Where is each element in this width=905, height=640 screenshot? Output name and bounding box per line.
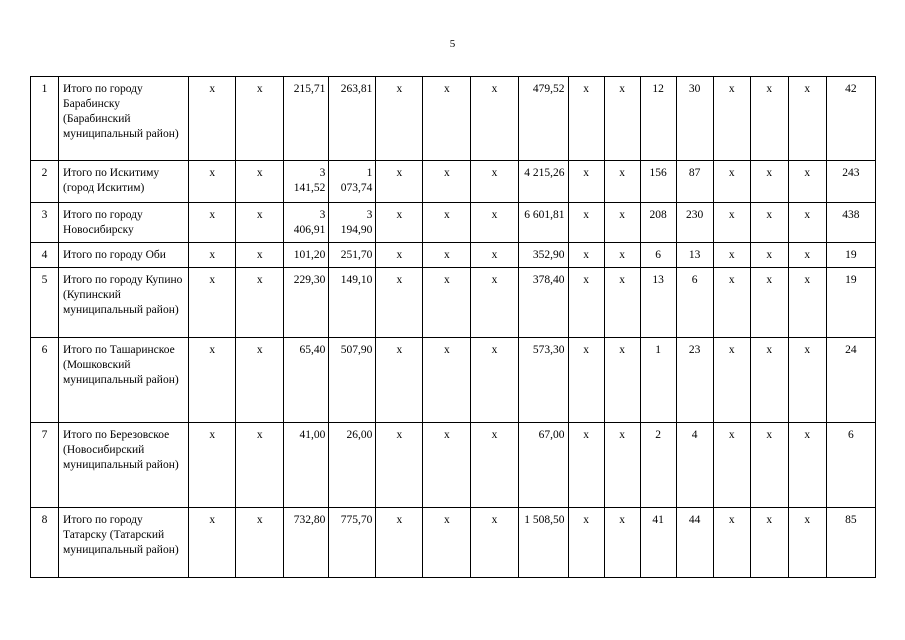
value-cell-c16: 42 bbox=[826, 77, 875, 161]
value-cell-c14: x bbox=[750, 508, 788, 578]
value-cell-c16: 6 bbox=[826, 423, 875, 508]
value-cell-c15: x bbox=[788, 203, 826, 243]
value-cell-c5: x bbox=[376, 508, 423, 578]
value-cell-c15: x bbox=[788, 243, 826, 268]
value-cell-c3: 65,40 bbox=[284, 338, 329, 423]
value-cell-c12: 23 bbox=[676, 338, 713, 423]
value-cell-c9: x bbox=[568, 268, 604, 338]
value-cell-c15: x bbox=[788, 508, 826, 578]
value-cell-c9: x bbox=[568, 203, 604, 243]
value-cell-c16: 19 bbox=[826, 268, 875, 338]
value-cell-c12: 87 bbox=[676, 161, 713, 203]
value-cell-c9: x bbox=[568, 77, 604, 161]
value-cell-c7: x bbox=[471, 161, 518, 203]
value-cell-c3: 3 141,52 bbox=[284, 161, 329, 203]
value-cell-c11: 208 bbox=[640, 203, 676, 243]
value-cell-c7: x bbox=[471, 77, 518, 161]
value-cell-c2: x bbox=[236, 338, 284, 423]
value-cell-c12: 30 bbox=[676, 77, 713, 161]
value-cell-c1: x bbox=[189, 77, 236, 161]
row-number-cell: 7 bbox=[31, 423, 59, 508]
value-cell-c14: x bbox=[750, 161, 788, 203]
row-name-cell: Итого по городу Барабинску (Барабинский муниципальный район) bbox=[59, 77, 189, 161]
value-cell-c8: 6 601,81 bbox=[518, 203, 568, 243]
row-number-cell: 3 bbox=[31, 203, 59, 243]
value-cell-c9: x bbox=[568, 243, 604, 268]
value-cell-c6: x bbox=[423, 338, 471, 423]
value-cell-c3: 3 406,91 bbox=[284, 203, 329, 243]
value-cell-c5: x bbox=[376, 161, 423, 203]
value-cell-c13: x bbox=[713, 203, 750, 243]
value-cell-c16: 85 bbox=[826, 508, 875, 578]
value-cell-c7: x bbox=[471, 268, 518, 338]
value-cell-c4: 1 073,74 bbox=[329, 161, 376, 203]
value-cell-c1: x bbox=[189, 268, 236, 338]
value-cell-c10: x bbox=[604, 268, 640, 338]
value-cell-c5: x bbox=[376, 77, 423, 161]
value-cell-c13: x bbox=[713, 243, 750, 268]
value-cell-c11: 41 bbox=[640, 508, 676, 578]
value-cell-c12: 6 bbox=[676, 268, 713, 338]
value-cell-c2: x bbox=[236, 508, 284, 578]
value-cell-c15: x bbox=[788, 161, 826, 203]
value-cell-c11: 13 bbox=[640, 268, 676, 338]
value-cell-c2: x bbox=[236, 203, 284, 243]
value-cell-c9: x bbox=[568, 508, 604, 578]
value-cell-c5: x bbox=[376, 268, 423, 338]
value-cell-c6: x bbox=[423, 203, 471, 243]
value-cell-c12: 4 bbox=[676, 423, 713, 508]
value-cell-c14: x bbox=[750, 243, 788, 268]
value-cell-c15: x bbox=[788, 268, 826, 338]
row-name-cell: Итого по городу Татарску (Татарский муниципальный район) bbox=[59, 508, 189, 578]
value-cell-c10: x bbox=[604, 508, 640, 578]
row-name-cell: Итого по городу Новосибирску bbox=[59, 203, 189, 243]
table-row bbox=[31, 243, 876, 268]
row-number-cell: 6 bbox=[31, 338, 59, 423]
value-cell-c5: x bbox=[376, 243, 423, 268]
report-table bbox=[30, 76, 876, 578]
value-cell-c12: 13 bbox=[676, 243, 713, 268]
value-cell-c11: 1 bbox=[640, 338, 676, 423]
value-cell-c10: x bbox=[604, 161, 640, 203]
value-cell-c2: x bbox=[236, 77, 284, 161]
value-cell-c2: x bbox=[236, 423, 284, 508]
value-cell-c15: x bbox=[788, 77, 826, 161]
value-cell-c11: 156 bbox=[640, 161, 676, 203]
value-cell-c2: x bbox=[236, 243, 284, 268]
value-cell-c8: 479,52 bbox=[518, 77, 568, 161]
row-name-cell: Итого по Березовское (Новосибирский муниципальный район) bbox=[59, 423, 189, 508]
value-cell-c6: x bbox=[423, 243, 471, 268]
value-cell-c6: x bbox=[423, 77, 471, 161]
table-body bbox=[31, 77, 876, 578]
value-cell-c4: 26,00 bbox=[329, 423, 376, 508]
page-number: 5 bbox=[449, 38, 456, 50]
value-cell-c13: x bbox=[713, 338, 750, 423]
value-cell-c4: 149,10 bbox=[329, 268, 376, 338]
value-cell-c5: x bbox=[376, 423, 423, 508]
value-cell-c1: x bbox=[189, 203, 236, 243]
value-cell-c1: x bbox=[189, 243, 236, 268]
value-cell-c14: x bbox=[750, 423, 788, 508]
value-cell-c10: x bbox=[604, 338, 640, 423]
value-cell-c8: 1 508,50 bbox=[518, 508, 568, 578]
value-cell-c14: x bbox=[750, 268, 788, 338]
value-cell-c10: x bbox=[604, 423, 640, 508]
value-cell-c14: x bbox=[750, 338, 788, 423]
value-cell-c16: 438 bbox=[826, 203, 875, 243]
value-cell-c7: x bbox=[471, 423, 518, 508]
value-cell-c1: x bbox=[189, 161, 236, 203]
value-cell-c15: x bbox=[788, 338, 826, 423]
value-cell-c11: 6 bbox=[640, 243, 676, 268]
value-cell-c11: 2 bbox=[640, 423, 676, 508]
value-cell-c6: x bbox=[423, 423, 471, 508]
value-cell-c1: x bbox=[189, 338, 236, 423]
value-cell-c9: x bbox=[568, 423, 604, 508]
value-cell-c13: x bbox=[713, 423, 750, 508]
value-cell-c4: 507,90 bbox=[329, 338, 376, 423]
value-cell-c6: x bbox=[423, 161, 471, 203]
value-cell-c7: x bbox=[471, 243, 518, 268]
row-name-cell: Итого по Ташаринское (Мошковский муниципальный район) bbox=[59, 338, 189, 423]
value-cell-c4: 775,70 bbox=[329, 508, 376, 578]
row-number-cell: 2 bbox=[31, 161, 59, 203]
value-cell-c16: 19 bbox=[826, 243, 875, 268]
value-cell-c1: x bbox=[189, 423, 236, 508]
row-name-cell: Итого по Искитиму (город Искитим) bbox=[59, 161, 189, 203]
table-row bbox=[31, 508, 876, 578]
value-cell-c13: x bbox=[713, 77, 750, 161]
value-cell-c8: 378,40 bbox=[518, 268, 568, 338]
value-cell-c10: x bbox=[604, 243, 640, 268]
value-cell-c5: x bbox=[376, 338, 423, 423]
value-cell-c7: x bbox=[471, 508, 518, 578]
value-cell-c8: 352,90 bbox=[518, 243, 568, 268]
value-cell-c6: x bbox=[423, 508, 471, 578]
value-cell-c13: x bbox=[713, 268, 750, 338]
value-cell-c16: 243 bbox=[826, 161, 875, 203]
value-cell-c4: 263,81 bbox=[329, 77, 376, 161]
value-cell-c16: 24 bbox=[826, 338, 875, 423]
row-number-cell: 1 bbox=[31, 77, 59, 161]
value-cell-c3: 101,20 bbox=[284, 243, 329, 268]
value-cell-c8: 4 215,26 bbox=[518, 161, 568, 203]
value-cell-c3: 229,30 bbox=[284, 268, 329, 338]
value-cell-c7: x bbox=[471, 203, 518, 243]
value-cell-c10: x bbox=[604, 77, 640, 161]
row-number-cell: 4 bbox=[31, 243, 59, 268]
row-name-cell: Итого по городу Оби bbox=[59, 243, 189, 268]
value-cell-c4: 251,70 bbox=[329, 243, 376, 268]
value-cell-c2: x bbox=[236, 268, 284, 338]
value-cell-c14: x bbox=[750, 77, 788, 161]
value-cell-c7: x bbox=[471, 338, 518, 423]
value-cell-c4: 3 194,90 bbox=[329, 203, 376, 243]
value-cell-c12: 230 bbox=[676, 203, 713, 243]
table-row bbox=[31, 423, 876, 508]
value-cell-c12: 44 bbox=[676, 508, 713, 578]
value-cell-c8: 573,30 bbox=[518, 338, 568, 423]
value-cell-c3: 215,71 bbox=[284, 77, 329, 161]
value-cell-c3: 41,00 bbox=[284, 423, 329, 508]
value-cell-c9: x bbox=[568, 161, 604, 203]
value-cell-c13: x bbox=[713, 161, 750, 203]
row-name-cell: Итого по городу Купино (Купинский муниципальный район) bbox=[59, 268, 189, 338]
value-cell-c8: 67,00 bbox=[518, 423, 568, 508]
value-cell-c11: 12 bbox=[640, 77, 676, 161]
table-row bbox=[31, 268, 876, 338]
value-cell-c14: x bbox=[750, 203, 788, 243]
value-cell-c9: x bbox=[568, 338, 604, 423]
table-row bbox=[31, 203, 876, 243]
row-number-cell: 8 bbox=[31, 508, 59, 578]
value-cell-c1: x bbox=[189, 508, 236, 578]
value-cell-c3: 732,80 bbox=[284, 508, 329, 578]
value-cell-c15: x bbox=[788, 423, 826, 508]
value-cell-c5: x bbox=[376, 203, 423, 243]
row-number-cell: 5 bbox=[31, 268, 59, 338]
value-cell-c6: x bbox=[423, 268, 471, 338]
value-cell-c2: x bbox=[236, 161, 284, 203]
table-row bbox=[31, 338, 876, 423]
table-row bbox=[31, 77, 876, 161]
table-row bbox=[31, 161, 876, 203]
value-cell-c10: x bbox=[604, 203, 640, 243]
value-cell-c13: x bbox=[713, 508, 750, 578]
